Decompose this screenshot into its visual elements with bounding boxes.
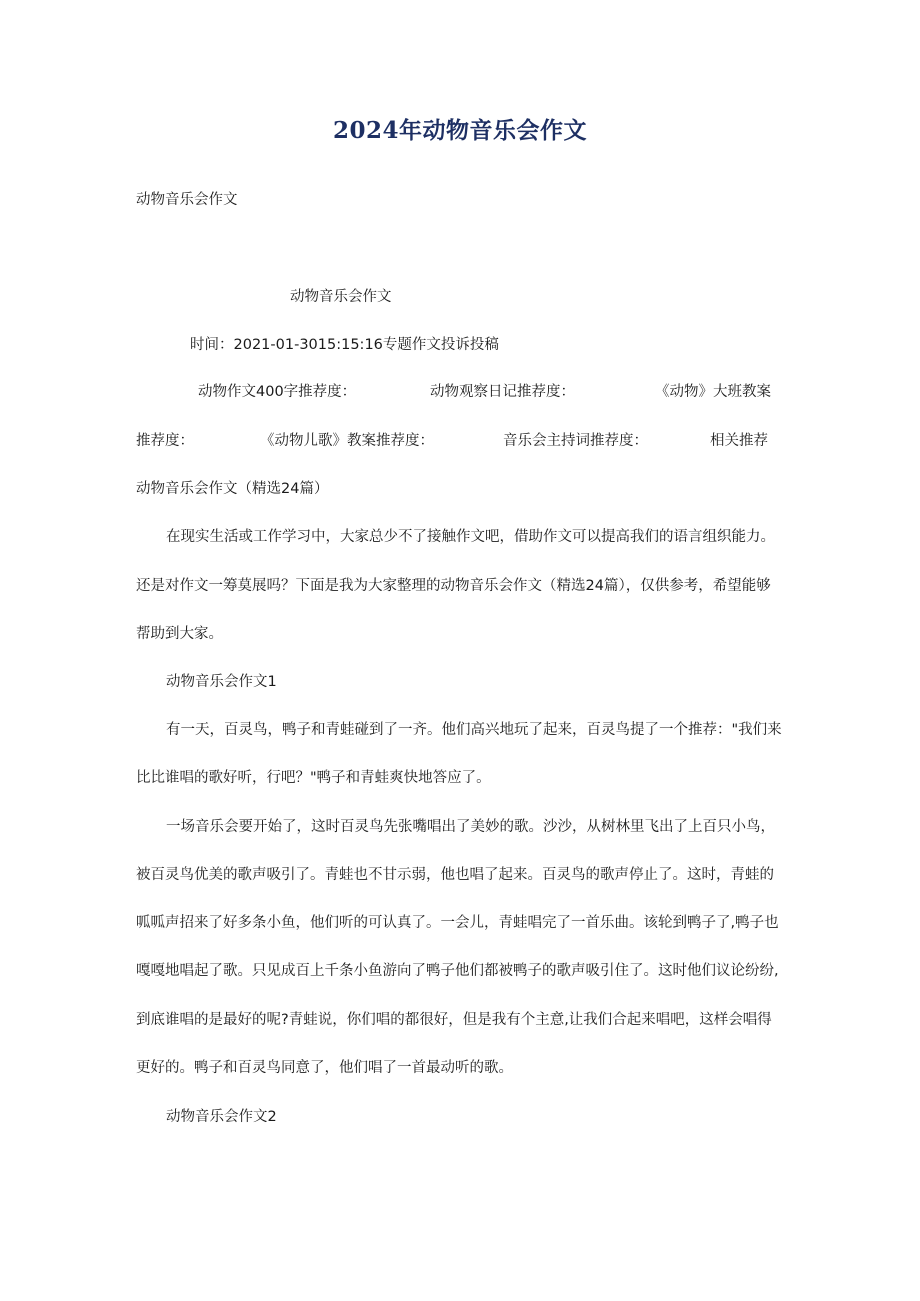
related-recommend[interactable]: 相关推荐 — [710, 433, 768, 449]
intro-line-3: 帮助到大家。 — [136, 626, 223, 642]
essay1-p2-line-4: 嘎嘎地唱起了歌。只见成百上千条小鱼游向了鸭子他们都被鸭子的歌声吸引住了。这时他们议论纷纷, — [136, 963, 779, 979]
recommend-item-3-tail: 推荐度： — [136, 433, 194, 449]
recommend-item-1[interactable]: 动物作文400字推荐度： — [198, 384, 357, 400]
essay1-p2-line-5: 到底谁唱的是最好的呢?青蛙说，你们唱的都很好，但是我有个主意,让我们合起来唱吧，这样会唱得 — [136, 1012, 772, 1028]
essay1-p2-line-1: 一场音乐会要开始了，这时百灵鸟先张嘴唱出了美妙的歌。沙沙，从树林里飞出了上百只小鸟， — [166, 819, 775, 835]
document-title: 2024年动物音乐会作文 — [332, 117, 587, 144]
recommend-item-3[interactable]: 《动物》大班教案 — [655, 384, 771, 400]
essay2-heading: 动物音乐会作文2 — [166, 1109, 277, 1125]
collection-title: 动物音乐会作文（精选24篇） — [136, 481, 329, 497]
essay1-p2-line-3: 呱呱声招来了好多条小鱼，他们听的可认真了。一会儿，青蛙唱完了一首乐曲。该轮到鸭子了,鸭子也 — [136, 915, 779, 931]
essay1-p2-line-6: 更好的。鸭子和百灵鸟同意了，他们唱了一首最动听的歌。 — [136, 1060, 513, 1076]
recommend-item-5[interactable]: 音乐会主持词推荐度： — [503, 433, 648, 449]
inner-title: 动物音乐会作文 — [290, 289, 392, 305]
essay1-p2-line-2: 被百灵鸟优美的歌声吸引了。青蛙也不甘示弱，他也唱了起来。百灵鸟的歌声停止了。这时，青蛙的 — [136, 867, 774, 883]
intro-line-2: 还是对作文一筹莫展吗？下面是我为大家整理的动物音乐会作文（精选24篇），仅供参考，希望能够 — [136, 578, 771, 594]
essay1-p1-line-2: 比比谁唱的歌好听，行吧？"鸭子和青蛙爽快地答应了。 — [136, 770, 491, 786]
essay1-heading: 动物音乐会作文1 — [166, 674, 277, 690]
recommend-item-4[interactable]: 《动物儿歌》教案推荐度： — [260, 433, 434, 449]
subtitle: 动物音乐会作文 — [136, 192, 238, 208]
essay1-p1-line-1: 有一天，百灵鸟，鸭子和青蛙碰到了一齐。他们高兴地玩了起来，百灵鸟提了一个推荐："我们来 — [166, 722, 782, 738]
meta-line: 时间：2021-01-3015:15:16专题作文投诉投稿 — [190, 337, 499, 353]
intro-line-1: 在现实生活或工作学习中，大家总少不了接触作文吧，借助作文可以提高我们的语言组织能力。 — [166, 529, 775, 545]
recommend-item-2[interactable]: 动物观察日记推荐度： — [430, 384, 575, 400]
